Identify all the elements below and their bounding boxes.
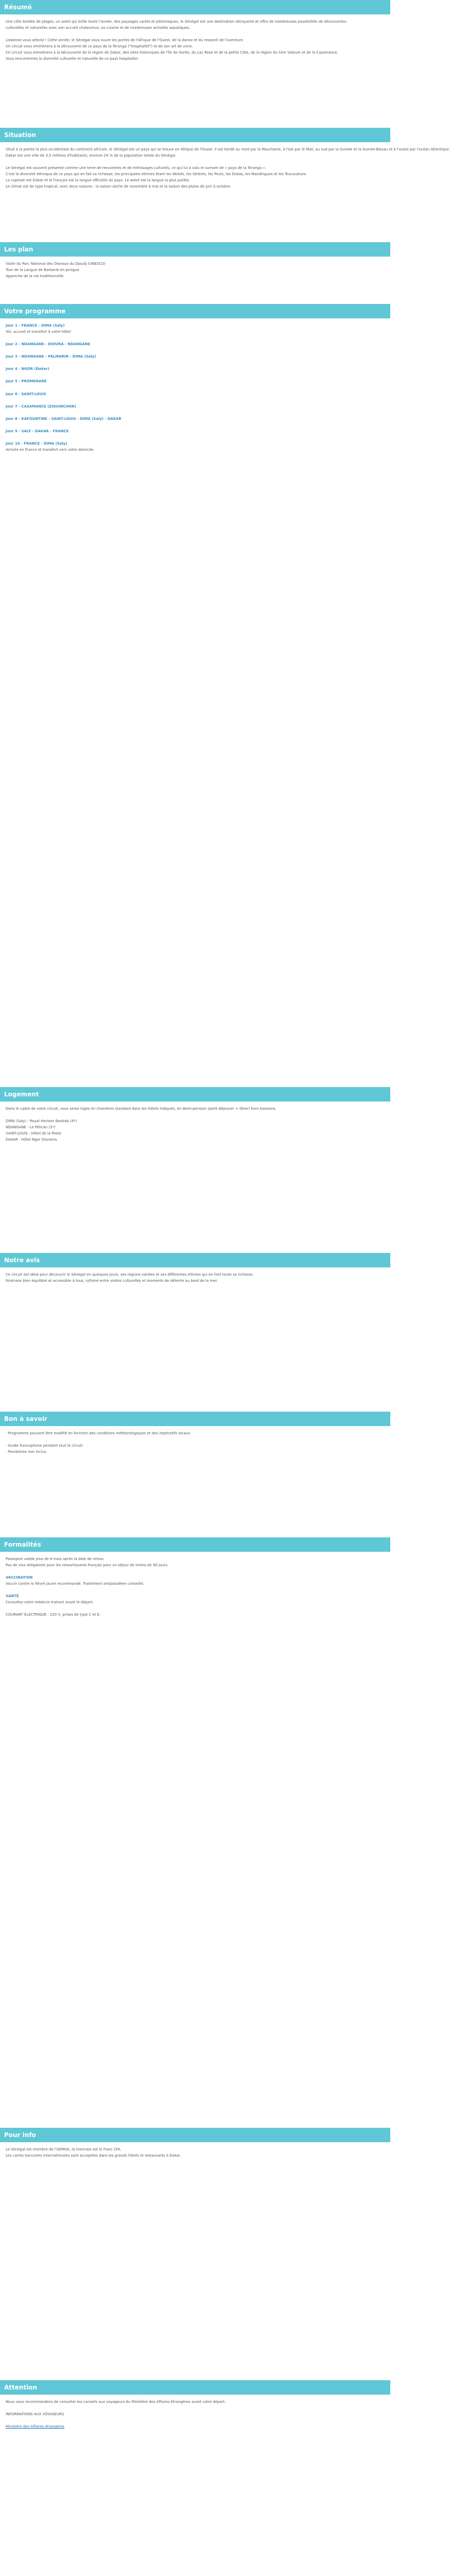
text-line: INFORMATIONS AUX VOYAGEURS	[6, 2412, 64, 2417]
section-title-notre-avis: Notre avis	[0, 1253, 390, 1267]
day-heading: Jour 6 - SAINT-LOUIS	[6, 392, 46, 396]
text-line: COURANT ÉLECTRIQUE : 220 V, prises de type C et E.	[6, 1613, 101, 1617]
section-programme	[0, 304, 390, 1087]
text-line: Ce circuit vous emmènera à la découverte de la région de Dakar, des sites historiques de l'île de Gorée, du Lac Rose et de la petite Côte, de la région du Sine Saloum et de la Casamance.	[6, 50, 338, 55]
day-heading: Jour 4 - NGOR (Dakar)	[6, 367, 49, 371]
subheading: VACCINATION	[6, 1575, 33, 1580]
section-notre-avis	[0, 1253, 390, 1412]
text-line: Le climat est de type tropical, avec deux saisons : la saison sèche de novembre à mai et la saison des pluies de juin à octobre.	[6, 184, 231, 189]
subheading: SANTÉ	[6, 1594, 19, 1599]
day-heading: Jour 9 - SALY - DAKAR - FRANCE	[6, 429, 69, 433]
section-title-situation: Situation	[0, 128, 390, 142]
text-line: Nous vous recommandons de consulter les conseils aux voyageurs du Ministère des Affaires Étrangères avant votre départ.	[6, 2400, 226, 2404]
text-line: - Programme pouvant être modifié en fonction des conditions météorologiques et des impératifs locaux.	[6, 1431, 192, 1435]
foreign-affairs-link[interactable]: Ministère des Affaires étrangères	[6, 2425, 64, 2429]
text-line	[6, 31, 385, 37]
text-line: Arrivée en France et transfert vers votre domicile.	[6, 447, 95, 452]
section-body-plan	[0, 257, 390, 304]
day-heading: Jour 3 - NDANGANE - PALMARIN - DIMA (Saly)	[6, 354, 96, 359]
text-line: culturelles et naturelles avec son accueil chaleureux, sa cuisine et de nombreuses activités aquatiques.	[6, 26, 191, 30]
section-title-bon-a-savoir: Bon à savoir	[0, 1412, 390, 1426]
text-line: Visite du Parc National des Oiseaux du Djoudj (UNESCO)	[6, 262, 106, 266]
section-title-formalites: Formalités	[0, 1537, 390, 1552]
text-line: Le Sénégal est souvent présenté comme une terre de rencontres et de métissages culturels, ce qui lui a valu le surnom de « pays de la Teranga ».	[6, 166, 266, 171]
section-title-resume: Résumé	[0, 0, 390, 14]
section-body-logement	[0, 1101, 390, 1253]
day-heading: Jour 1 - FRANCE - DIMA (Saly)	[6, 324, 65, 328]
section-body-attention	[0, 2395, 390, 2576]
section-resume	[0, 0, 390, 128]
section-logement	[0, 1087, 390, 1253]
text-line: SAINT-LOUIS - Hôtel de la Poste	[6, 1131, 62, 1136]
section-title-logement: Logement	[0, 1087, 390, 1101]
text-line: Vaccin contre la fièvre jaune recommandé. Traitement antipaludéen conseillé.	[6, 1582, 145, 1586]
text-line	[6, 1587, 385, 1593]
text-line	[6, 1605, 385, 1612]
section-pour-info	[0, 2128, 390, 2380]
section-title-plan: Les plan	[0, 242, 390, 257]
text-line: - Guide francophone pendant tout le circuit.	[6, 1444, 84, 1448]
text-line: Tour de la Langue de Barbarie en pirogue	[6, 268, 79, 273]
text-line	[6, 2405, 385, 2411]
text-line: NDANGANE - Le Pélican (3*)	[6, 1125, 56, 1130]
section-body-pour-info	[0, 2142, 390, 2380]
text-line: Le Sénégal est membre de l'UEMOA, la monnaie est le franc CFA.	[6, 2147, 122, 2151]
section-situation	[0, 128, 450, 242]
day-heading: Jour 2 - NDANGANE - DIOURA - NDANGANE	[6, 342, 91, 347]
section-title-programme: Votre programme	[0, 304, 390, 318]
section-body-notre-avis	[0, 1267, 390, 1412]
text-line	[6, 1436, 385, 1443]
section-body-formalites	[0, 1552, 390, 2128]
text-line: Pas de visa obligatoire pour les ressortissants français pour un séjour de moins de 90 jours.	[6, 1563, 169, 1568]
text-line: Dans le cadre de votre circuit, vous serez logés en chambres standard dans les hôtels indiqués, en demi-pension (petit déjeuner + dîner) hors boissons.	[6, 1107, 276, 1111]
section-body-programme	[0, 318, 390, 1087]
text-line: Vol, accueil et transfert à votre hôtel	[6, 330, 71, 334]
section-bon-a-savoir	[0, 1412, 390, 1537]
text-line: Vous rencontrerez la diversité culturelle et naturelle de ce pays hospitalier.	[6, 57, 139, 61]
section-body-situation	[0, 142, 450, 242]
text-line: Un circuit vous emmènera à la découverte de ce pays de la Teranga ("hospitalité") et de son art de vivre.	[6, 44, 193, 49]
text-line: Les cartes bancaires internationales sont acceptées dans les grands hôtels et restaurants à Dakar.	[6, 2154, 181, 2158]
section-attention	[0, 2380, 390, 2576]
text-line: Situé à la pointe la plus occidentale du continent africain, le Sénégal est un pays qui se trouve en Afrique de l'Ouest. Il est bordé au nord par la Mauritanie, à l'est par le Mali, au sud par la Guinée et la Guinée-Bissau et à l'ouest par l'océan Atlantique.	[6, 147, 450, 151]
text-line: DAKAR - Hôtel Ngor Diarama	[6, 1138, 57, 1142]
text-line	[6, 159, 385, 165]
text-line: Itinéraire bien équilibré et accessible à tous, rythmé entre visites culturelles et moments de détente au bord de la mer.	[6, 1279, 218, 1283]
section-plan	[0, 242, 390, 304]
text-line: Approche de la vie traditionnelle	[6, 274, 64, 279]
text-line: Dakar est une ville de 3,5 millions d'habitants, environ 24 % de la population totale du Sénégal.	[6, 154, 177, 158]
text-line: Lisbonne vous attend ! Cette année, le Sénégal vous ouvre les portes de l'Afrique de l'Ouest, de la danse et du ressenti de l'aventure.	[6, 38, 244, 43]
text-line: Consultez votre médecin traitant avant le départ.	[6, 1600, 94, 1605]
text-line	[6, 1568, 385, 1574]
day-heading: Jour 10 - FRANCE - DIMA (Saly)	[6, 441, 67, 446]
text-line: - Pourboires non inclus.	[6, 1450, 47, 1454]
section-title-attention: Attention	[0, 2380, 390, 2395]
text-line: C'est la diversité ethnique de ce pays qui en fait sa richesse, les principales ethnies étant les Wolofs, les Sérères, les Peuls, les Diolas, les Mandingues et les Toucouleurs.	[6, 172, 307, 177]
text-line: Passeport valide plus de 6 mois après la date de retour.	[6, 1557, 105, 1561]
section-title-pour-info: Pour info	[0, 2128, 390, 2142]
text-line	[6, 1112, 385, 1118]
text-line: Une côte bordée de plages, un soleil qui brille toute l'année, des paysages variés et pittoresques, le Sénégal est une destination attrayante et offre de nombreuses possibilités de découvertes.	[6, 20, 348, 24]
text-line: DIMA (Saly) - Royal Horizon Baobab (4*)	[6, 1119, 77, 1124]
section-body-resume	[0, 14, 390, 128]
day-heading: Jour 7 - CASAMANCE (ZIGUINCHOR)	[6, 404, 76, 409]
text-line: Ce circuit est idéal pour découvrir le Sénégal en quelques jours, ses régions variées et ses différentes ethnies qui en font toute sa richesse.	[6, 1273, 254, 1277]
day-heading: Jour 8 - KAFOUNTINE - SAINT-LOUIS - DIMA (Saly) - DAKAR	[6, 416, 122, 421]
day-heading: Jour 5 - PROMENADE	[6, 379, 47, 384]
text-line: La capitale est Dakar et le français est la langue officielle du pays. Le wolof est la langue la plus parlée.	[6, 178, 190, 183]
section-body-bon-a-savoir	[0, 1426, 390, 1537]
section-formalites	[0, 1537, 390, 2128]
